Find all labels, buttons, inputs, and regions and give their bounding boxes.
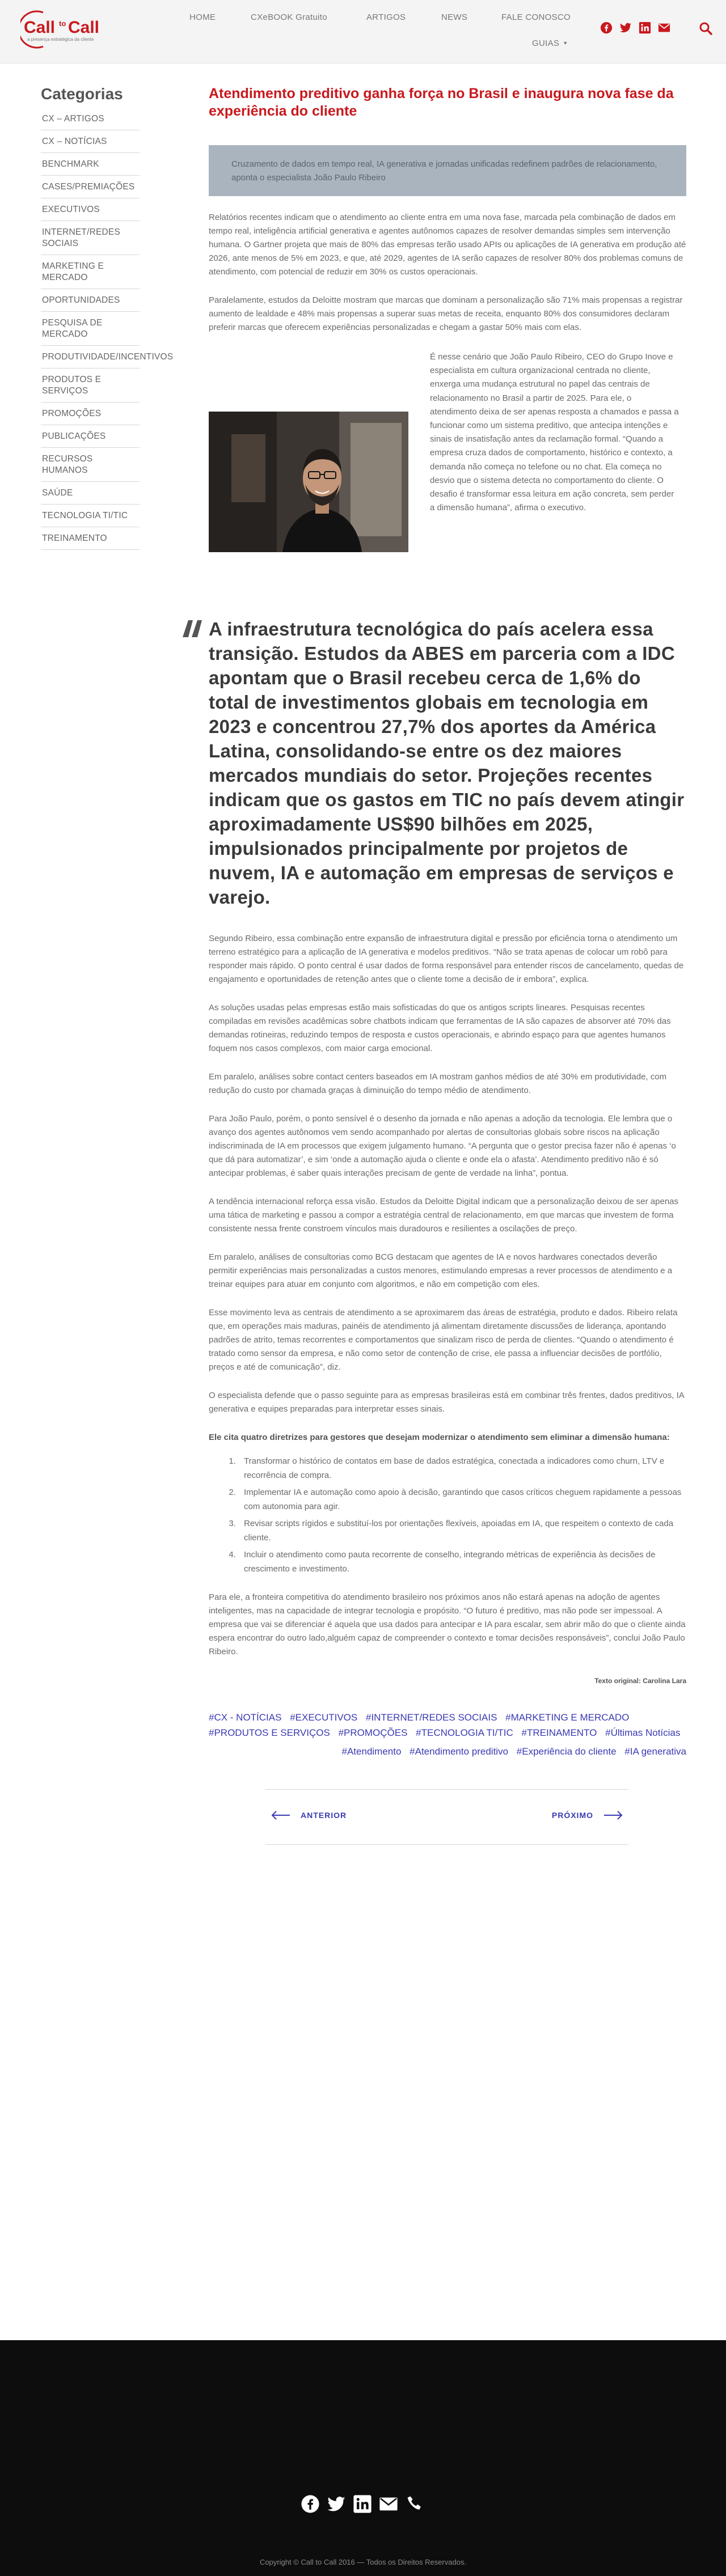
article-summary-box — [209, 145, 686, 196]
arrow-right-icon — [603, 1811, 623, 1820]
nav-news[interactable]: NEWS — [441, 12, 468, 22]
quote-mark-icon — [180, 617, 203, 639]
article-paragraph-11: Para ele, a fronteira competitiva do atendimento brasileiro nos próximos anos não estará apenas na adoção de agentes inteligentes, mas na capacidade de integrar tecnologia e propósito. “O futuro é preditivo, mas não pode ser impessoal. A empresa que vai se diferenciar é aquela que usa dados para antecipar e IA para escalar, sem abrir mão do que o cliente ainda espera encontrar do outro lado,alguém capaz de compreender o contexto e tomar decisões responsáveis”, conclui João Paulo Ribeiro. — [209, 1592, 686, 1656]
next-post-link[interactable] — [552, 1811, 623, 1820]
sidebar-item-cases[interactable]: CASES/PREMIAÇÕES — [41, 176, 140, 198]
post-navigation — [265, 1789, 628, 1845]
list-item: 4. Incluir o atendimento como pauta recorrente de conselho, integrando métricas de experiência às decisões de crescimento e investimento. — [238, 1548, 686, 1576]
pull-quote — [180, 617, 686, 909]
list-item: 1. Transformar o histórico de contatos em base de dados estratégica, conectada a indicadores como churn, LTV e recorrência de compra. — [238, 1455, 686, 1482]
site-footer — [0, 2340, 726, 2576]
category-tags — [209, 1710, 686, 1740]
article — [209, 85, 686, 1845]
article-paragraph-6: Para João Paulo, porém, o ponto sensível é o desenho da jornada e não apenas a adoção da tecnologia. Ele lembra que o avanço dos agentes autônomos vem sendo acompanhado por alertas de consultorias globais sobre riscos na aplicação indiscriminada de IA em processos que exigem julgamento humano. “A pergunta que o gestor precisa fazer não é apenas ‘o que dá para automatizar’, e sim ‘onde a automação ajuda o cliente e onde ela o afasta’. Atendimento preditivo não é só antecipar problemas, é saber quais interações precisam de gente de verdade na linha”, pontua. — [209, 1114, 676, 1178]
sidebar-item-recursos-humanos[interactable]: RECURSOS HUMANOS — [41, 448, 140, 482]
facebook-icon[interactable] — [301, 2494, 320, 2514]
guidelines-title: Ele cita quatro diretrizes para gestores que desejam modernizar o atendimento sem eliminar a dimensão humana: — [209, 1433, 670, 1442]
article-paragraph-2: Paralelamente, estudos da Deloitte mostram que marcas que dominam a personalização são 71% mais propensas a registrar aumento de lealdade e 48% mais propensas a superar suas metas de receita, enquanto 80% dos consumidores declaram preferir marcas que oferecem experiências personalizadas e chegam a gastar 50% mais com elas. — [209, 295, 683, 332]
tag-marketing[interactable]: #MARKETING E MERCADO — [505, 1712, 630, 1723]
sidebar-item-publicacoes[interactable]: PUBLICAÇÕES — [41, 425, 140, 448]
svg-text:Call: Call — [68, 18, 100, 37]
twitter-icon[interactable] — [619, 22, 632, 34]
email-icon[interactable] — [379, 2494, 398, 2514]
site-header — [0, 0, 726, 63]
sidebar-item-produtividade[interactable]: PRODUTIVIDADE/INCENTIVOS — [41, 346, 140, 368]
guidelines-list — [238, 1455, 686, 1576]
tag-cx-noticias[interactable]: #CX - NOTÍCIAS — [209, 1712, 282, 1723]
phone-icon[interactable] — [405, 2494, 424, 2514]
sidebar-item-tecnologia[interactable]: TECNOLOGIA TI/TIC — [41, 505, 140, 527]
sidebar-item-marketing[interactable]: MARKETING E MERCADO — [41, 255, 140, 289]
sidebar-item-internet[interactable]: INTERNET/REDES SOCIAIS — [41, 221, 140, 255]
previous-post-link[interactable] — [271, 1811, 347, 1820]
svg-text:Call: Call — [24, 18, 56, 37]
sidebar-item-produtos[interactable]: PRODUTOS E SERVIÇOS — [41, 368, 140, 402]
previous-label: ANTERIOR — [301, 1811, 347, 1820]
categories-sidebar — [41, 85, 174, 550]
sidebar-item-saude[interactable]: SAÚDE — [41, 482, 140, 505]
tag-tecnologia[interactable]: #TECNOLOGIA TI/TIC — [416, 1727, 513, 1738]
tag-executivos[interactable]: #EXECUTIVOS — [290, 1712, 358, 1723]
facebook-icon[interactable] — [600, 22, 613, 34]
sidebar-title: Categorias — [41, 85, 123, 103]
article-summary: Cruzamento de dados em tempo real, IA generativa e jornadas unificadas redefinem padrões de relacionamento, aponta o especialista João Paulo Ribeiro — [231, 159, 657, 183]
pull-quote-text: A infraestrutura tecnológica do país acelera essa transição. Estudos da ABES em parceria com a IDC apontam que o Brasil recebeu cerca de 1,6% do total de investimentos globais em tecnologia em 2023 e concentrou 27,7% dos aportes da América Latina, consolidando-se entre os dez maiores mercados mundiais do setor. Projeções recentes indicam que os gastos em TIC no país devem atingir aproximadamente US$90 bilhões em 2025, impulsionados principalmente por projetos de nuvem, IA e automação em empresas de serviços e varejo. — [209, 618, 685, 908]
tag-internet[interactable]: #INTERNET/REDES SOCIAIS — [365, 1712, 497, 1723]
article-paragraph-3: Segundo Ribeiro, essa combinação entre expansão de infraestrutura digital e pressão por eficiência torna o atendimento um terreno estratégico para a aplicação de IA generativa e modelos preditivos. “Não se trata apenas de colocar um robô para responder mais rápido. O ponto central é usar dados de forma responsável para entender riscos de cancelamento, quedas de engajamento e oportunidades de retenção antes que o cliente tome a decisão de ir embora”, explica. — [209, 934, 684, 984]
article-paragraph-7: A tendência internacional reforça essa visão. Estudos da Deloitte Digital indicam que a personalização deixou de ser apenas uma tática de marketing e passou a compor a estratégia central de relacionamento, em que marcas que investem de forma consistente nessa frente constroem vínculos mais duradouros e resilientes a oscilações de preço. — [209, 1197, 679, 1234]
email-icon[interactable] — [658, 22, 670, 34]
tag-ultimas-noticias[interactable]: #Últimas Notícias — [605, 1727, 681, 1738]
sidebar-item-treinamento[interactable]: TREINAMENTO — [41, 527, 140, 550]
main-navigation — [177, 6, 608, 57]
list-item: 3. Revisar scripts rígidos e substituí-los por orientações flexíveis, apoiadas em IA, que respeitem o contexto de cada cliente. — [238, 1517, 686, 1545]
article-paragraph-10: O especialista defende que o passo seguinte para as empresas brasileiras está em combinar três frentes, dados preditivos, IA generativa e equipes preparadas para interpretar esses sinais. — [209, 1391, 684, 1414]
nav-artigos[interactable]: ARTIGOS — [366, 12, 406, 22]
tag-produtos[interactable]: #PRODUTOS E SERVIÇOS — [209, 1727, 330, 1738]
sidebar-item-executivos[interactable]: EXECUTIVOS — [41, 198, 140, 221]
sidebar-item-cx-artigos[interactable]: CX – ARTIGOS — [41, 108, 140, 130]
article-paragraph-5: Em paralelo, análises sobre contact centers baseados em IA mostram ganhos médios de até 30% em produtividade, com redução do custo por chamada graças à diminuição do tempo médio de atendimento. — [209, 1072, 667, 1095]
article-paragraph-8: Em paralelo, análises de consultorias como BCG destacam que agentes de IA e novos hardwares conectados deverão permitir experiências mais personalizadas a custos menores, estimulando empresas a rever processos de atendimento e a treinar equipes para atuar em conjunto com algoritmos, e não em competição com eles. — [209, 1252, 673, 1289]
article-paragraph-1: Relatórios recentes indicam que o atendimento ao cliente entra em uma nova fase, marcada pela combinação de dados em tempo real, inteligência artificial generativa e agentes autônomos capazes de resolver demandas simples sem intervenção humana. O Gartner projeta que mais de 80% das empresas terão usado APIs ou aplicações de IA generativa em produção até 2026, ante menos de 5% em 2023, e que, até 2029, agentes de IA serão capazes de resolver 80% dos problemas comuns de atendimento, com potencial de reduzir em 30% os custos operacionais. — [209, 213, 686, 277]
footer-social-links — [301, 2494, 424, 2514]
sidebar-item-cx-noticias[interactable]: CX – NOTÍCIAS — [41, 130, 140, 153]
keyword-tags — [209, 1746, 686, 1757]
nav-guias[interactable] — [532, 39, 568, 48]
twitter-icon[interactable] — [327, 2494, 346, 2514]
sidebar-item-oportunidades[interactable]: OPORTUNIDADES — [41, 289, 140, 312]
search-icon[interactable] — [699, 22, 712, 38]
tag-atendimento[interactable]: #Atendimento — [341, 1746, 402, 1757]
chevron-down-icon: ▼ — [563, 40, 568, 46]
tag-ia-generativa[interactable]: #IA generativa — [624, 1746, 686, 1757]
svg-text:a presença estratégica da clie: a presença estratégica da cliente — [27, 37, 94, 42]
sidebar-item-pesquisa[interactable]: PESQUISA DE MERCADO — [41, 312, 140, 346]
article-title: Atendimento preditivo ganha força no Brasil e inaugura nova fase da experiência do cliente — [209, 86, 674, 119]
nav-fale-conosco[interactable]: FALE CONOSCO — [501, 12, 571, 22]
list-item: 2. Implementar IA e automação como apoio à decisão, garantindo que casos críticos cheguem rapidamente a pessoas com autonomia para agir. — [238, 1486, 686, 1514]
photo-caption-text: É nesse cenário que João Paulo Ribeiro, CEO do Grupo Inove e especialista em cultura organizacional centrada no cliente, enxerga uma mudança estrutural no papel das centrais de relacionamento no Brasil a partir de 2025. Para ele, o atendimento deixa de ser apenas resposta a chamados e passa a funcionar como um sistema preditivo, que antecipa intenções e sinais de insatisfação antes da reclamação formal. “Quando a empresa cruza dados de comportamento, histórico e contexto, a demanda não começa no telefone ou no chat. Ela começa no desvio que o sistema detecta no comportamento do cliente. O desafio é transformar essa leitura em ação concreta, sem perder a dimensão humana”, afirma o executivo. — [430, 352, 679, 513]
nav-guias-label: GUIAS — [532, 39, 560, 48]
tag-atendimento-preditivo[interactable]: #Atendimento preditivo — [410, 1746, 509, 1757]
next-label: PRÓXIMO — [551, 1811, 593, 1820]
photo-section — [209, 350, 686, 611]
sidebar-item-benchmark[interactable]: BENCHMARK — [41, 153, 140, 176]
executive-photo — [209, 412, 408, 552]
article-paragraph-4: As soluções usadas pelas empresas estão mais sofisticadas do que os antigos scripts lineares. Pesquisas recentes compiladas em revisões acadêmicas sobre chatbots indicam que ferramentas de IA são capazes de absorver até 70% das demandas rotineiras, reduzindo tempos de resposta e custos operacionais, e abrindo espaço para que agentes humanos foquem nos casos complexos, com maior carga emocional. — [209, 1003, 671, 1053]
article-paragraph-9: Esse movimento leva as centrais de atendimento a se aproximarem das áreas de estratégia, produto e dados. Ribeiro relata que, em operações mais maduras, painéis de atendimento já alimentam diretamente discussões de liderança, apontando padrões de atrito, temas recorrentes e comportamentos que sinalizam risco de perda de clientes. “Quando o atendimento é tratado como sensor da empresa, e não como setor de contenção de crise, ele passa a influenciar decisões de portfólio, preços e até de comunicação”, diz. — [209, 1308, 678, 1372]
sidebar-item-promocoes[interactable]: PROMOÇÕES — [41, 402, 140, 425]
call-to-call-logo[interactable] — [20, 7, 109, 52]
tag-treinamento[interactable]: #TREINAMENTO — [521, 1727, 597, 1738]
article-credit: Texto original: Carolina Lara — [594, 1677, 686, 1685]
nav-cxebook[interactable]: CXeBOOK Gratuito — [251, 12, 327, 22]
nav-home[interactable]: HOME — [189, 12, 216, 22]
tag-experiencia-cliente[interactable]: #Experiência do cliente — [516, 1746, 617, 1757]
copyright-text: Copyright © Call to Call 2016 — Todos os Direitos Reservados. — [259, 2558, 467, 2566]
svg-text:to: to — [59, 19, 66, 28]
arrow-left-icon — [271, 1811, 290, 1820]
tag-promocoes[interactable]: #PROMOÇÕES — [338, 1727, 408, 1738]
linkedin-icon[interactable] — [639, 22, 651, 34]
linkedin-icon[interactable] — [353, 2494, 372, 2514]
header-social-links — [600, 22, 670, 34]
